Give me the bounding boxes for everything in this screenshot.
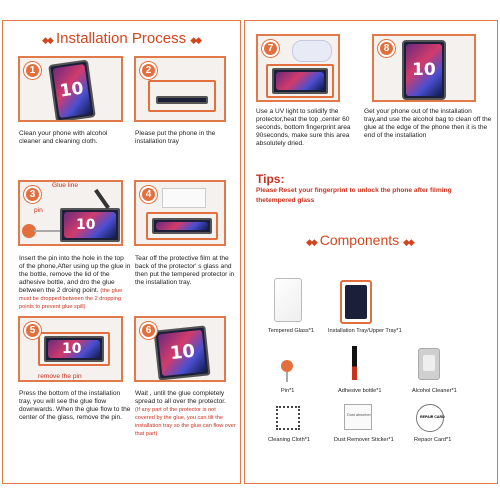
cleaning-cloth-image: [276, 406, 300, 430]
label-remove-pin: remove the pin: [38, 373, 82, 380]
step-8-text: Get your phone out of the installation tray,and use the alcohol bag to clean off the glue at the edge of the phone then it is the end of the installation: [364, 108, 492, 139]
components-title: ◆◆ Components ◆◆: [306, 232, 413, 248]
step-2-image: [134, 56, 226, 122]
diamond-icon: ◆◆: [190, 35, 201, 45]
diamond-icon: ◆◆: [306, 237, 316, 247]
step-number: 7: [262, 40, 279, 57]
tips-title: Tips:: [256, 172, 285, 186]
tempered-glass-image: [274, 278, 302, 322]
pin-shaft: [34, 230, 60, 232]
tips-text: Please Reset your fingerprint to unlock the phone after filming thetempered glass: [256, 187, 452, 204]
component-label: Dust Remover Sticker*1: [334, 437, 394, 443]
adhesive-bottle-tip: [94, 189, 110, 209]
phone: [272, 68, 328, 94]
step-1-image: [18, 56, 123, 122]
phone: 10: [60, 208, 120, 242]
component-label: Adhesive bottle*1: [338, 388, 382, 394]
step-8-image: [372, 34, 476, 102]
component-label: Tempered Glass*1: [268, 328, 315, 334]
pin-image: [281, 360, 293, 372]
step-2-text: Please put the phone in the installation tray: [135, 130, 216, 145]
step-number: 1: [24, 62, 41, 79]
component-label: Alcohol Cleaner*1: [412, 388, 457, 394]
diamond-icon: ◆◆: [42, 35, 52, 45]
step-number: 6: [140, 322, 157, 339]
phone: [156, 96, 208, 104]
step-number: 8: [378, 40, 395, 57]
alcohol-cleaner-image: [418, 348, 440, 380]
component-label: Installation Tray/Upper Tray*1: [328, 328, 402, 334]
dust-remover-sticker-image: [344, 404, 372, 430]
phone: [48, 59, 96, 122]
step-6-text: Wait , until the glue completely spread to all over the protector. (If any part of the protector is not covered by the glue, you can tilt the installation tray so the glue can flow over that part): [135, 390, 236, 437]
step-number: 3: [24, 186, 41, 203]
label-pin: pin: [34, 207, 43, 214]
step-4-image: [134, 180, 226, 246]
component-label: Repaor Card*1: [414, 437, 452, 443]
adhesive-bottle-image: [352, 346, 357, 380]
installation-title: ◆◆ Installation Process ◆◆: [42, 30, 201, 47]
phone: 10: [44, 336, 104, 362]
step-1-text: Clean your phone with alcohol cleaner and cleaning cloth.: [19, 130, 108, 145]
repair-card-image: [416, 404, 444, 432]
step-number: 5: [24, 322, 41, 339]
diamond-icon: ◆◆: [403, 237, 413, 247]
component-label: Cleaning Cloth*1: [268, 437, 310, 443]
phone-screen-digits: 10: [58, 78, 85, 102]
pin-shaft: [286, 372, 288, 382]
phone: [152, 218, 212, 234]
installation-tray-image: [340, 280, 372, 324]
phone: 10: [154, 325, 211, 380]
step-3-text: Insert the pin into the hole in the top of the phone,After using up the glue in the bottle, remove the lid of the adhesive bottle, and dro the glue between the 2 droing point. (the glue must be dropped between the 2 dropping points to prevent glue spill): [19, 255, 131, 310]
card-inner-text: REPAIR CARD: [420, 415, 445, 419]
protective-film: [162, 188, 206, 208]
step-6-image: [134, 316, 226, 382]
step-4-text: Tear off the protective film at the back of the protector' s glass and then put the tempered protector in the installation tray.: [135, 255, 235, 286]
step-5-text: Press the bottom of the installation tray, you will see the glue flow downwards. When the glue flow to the center of the glass, remove the pin.: [19, 390, 131, 421]
step-7-text: Use a UV light to solidify the protector,heat the top ,center 60 seconds, bottom fingerprint area 90seconds, make sure this area absolutely dried.: [256, 108, 351, 147]
step-number: 2: [140, 62, 157, 79]
component-label: Pin*1: [281, 388, 295, 394]
step-7-image: [256, 34, 340, 102]
phone: 10: [402, 40, 446, 100]
sticker-inner-text: Dust absorber: [347, 413, 371, 417]
label-glue-line: Glue line: [52, 182, 79, 189]
uv-light: [292, 40, 332, 62]
step-number: 4: [140, 186, 157, 203]
